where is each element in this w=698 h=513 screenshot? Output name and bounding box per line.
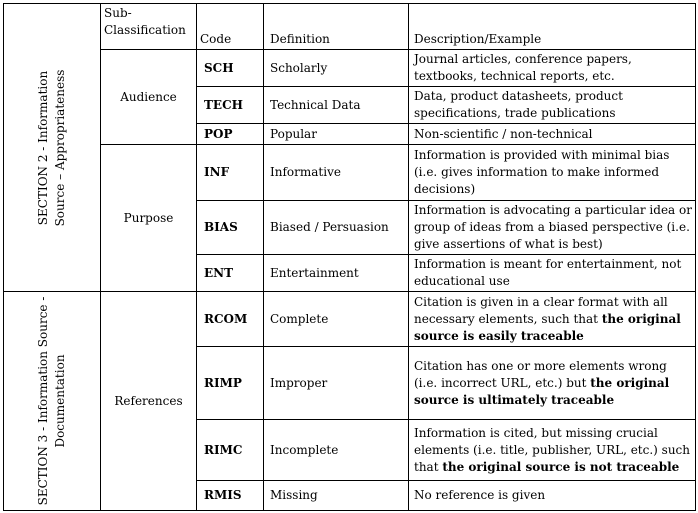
description-rcom: [409, 292, 696, 347]
definition-ent: Entertainment: [264, 255, 409, 292]
description-rimp: [409, 347, 696, 420]
code-tech: TECH: [197, 87, 264, 124]
section-2-label-cell: [4, 4, 101, 292]
description-rimc: [409, 420, 696, 481]
definition-tech: Technical Data: [264, 87, 409, 124]
code-bias: BIAS: [197, 201, 264, 255]
information-source-classification-table: [3, 3, 696, 511]
description-tech: Data, product datasheets, product specifications, trade publications: [409, 87, 696, 124]
subclass-purpose: Purpose: [101, 145, 197, 292]
definition-rimc: Incomplete: [264, 420, 409, 481]
definition-bias: Biased / Persuasion: [264, 201, 409, 255]
section-3-label-line1: SECTION 3 - Information Source -: [36, 296, 50, 506]
description-bias: Information is advocating a particular idea or group of ideas from a biased perspective (i.e. give assertions of what is best): [409, 201, 696, 255]
section-2-label-line1: SECTION 2 - Information: [36, 70, 50, 225]
code-pop: POP: [197, 124, 264, 145]
description-ent: Information is meant for entertainment, not educational use: [409, 255, 696, 292]
description-rimp-emphasis: the original source is ultimately traceable: [414, 375, 670, 407]
table-row-inf: [4, 145, 696, 201]
code-rmis: RMIS: [197, 481, 264, 511]
code-rimc: RIMC: [197, 420, 264, 481]
section-2-label: [35, 69, 69, 226]
code-inf: INF: [197, 145, 264, 201]
definition-rimp: Improper: [264, 347, 409, 420]
header-row: [4, 4, 696, 50]
definition-rmis: Missing: [264, 481, 409, 511]
section-3-label: [35, 297, 69, 506]
description-rimc-text: Information is cited, but missing crucial elements (i.e. title, publisher, URL, etc.) such that: [414, 425, 690, 474]
table-row-rcom: [4, 292, 696, 347]
section-3-label-cell: [4, 292, 101, 511]
classification-table-container: [3, 3, 696, 511]
header-definition: Definition: [264, 4, 409, 50]
header-sub-classification-line1: Sub-: [104, 6, 132, 20]
subclass-references: References: [101, 292, 197, 511]
header-description: Description/Example: [409, 4, 696, 50]
description-rcom-emphasis: the original source is easily traceable: [414, 311, 681, 343]
code-rimp: RIMP: [197, 347, 264, 420]
definition-rcom: Complete: [264, 292, 409, 347]
code-ent: ENT: [197, 255, 264, 292]
definition-inf: Informative: [264, 145, 409, 201]
description-rimc-emphasis: the original source is not traceable: [442, 459, 680, 474]
header-sub-classification-line2: Classification: [104, 23, 186, 37]
description-inf: Information is provided with minimal bias (i.e. gives information to make informed decisions): [409, 145, 696, 201]
section-3-label-line2: Documentation: [53, 354, 67, 448]
definition-sch: Scholarly: [264, 50, 409, 87]
header-sub-classification: [101, 4, 197, 50]
description-rmis: No reference is given: [409, 481, 696, 511]
description-rcom-text: Citation is given in a clear format with all necessary elements, such that: [414, 294, 668, 326]
definition-pop: Popular: [264, 124, 409, 145]
code-rcom: RCOM: [197, 292, 264, 347]
header-code: Code: [197, 4, 264, 50]
description-sch: Journal articles, conference papers, textbooks, technical reports, etc.: [409, 50, 696, 87]
subclass-audience: Audience: [101, 50, 197, 145]
description-rimp-text: Citation has one or more elements wrong (i.e. incorrect URL, etc.) but: [414, 358, 667, 390]
code-sch: SCH: [197, 50, 264, 87]
table-row-sch: [4, 50, 696, 87]
description-pop: Non-scientific / non-technical: [409, 124, 696, 145]
section-2-label-line2: Source – Appropriateness: [53, 69, 67, 226]
